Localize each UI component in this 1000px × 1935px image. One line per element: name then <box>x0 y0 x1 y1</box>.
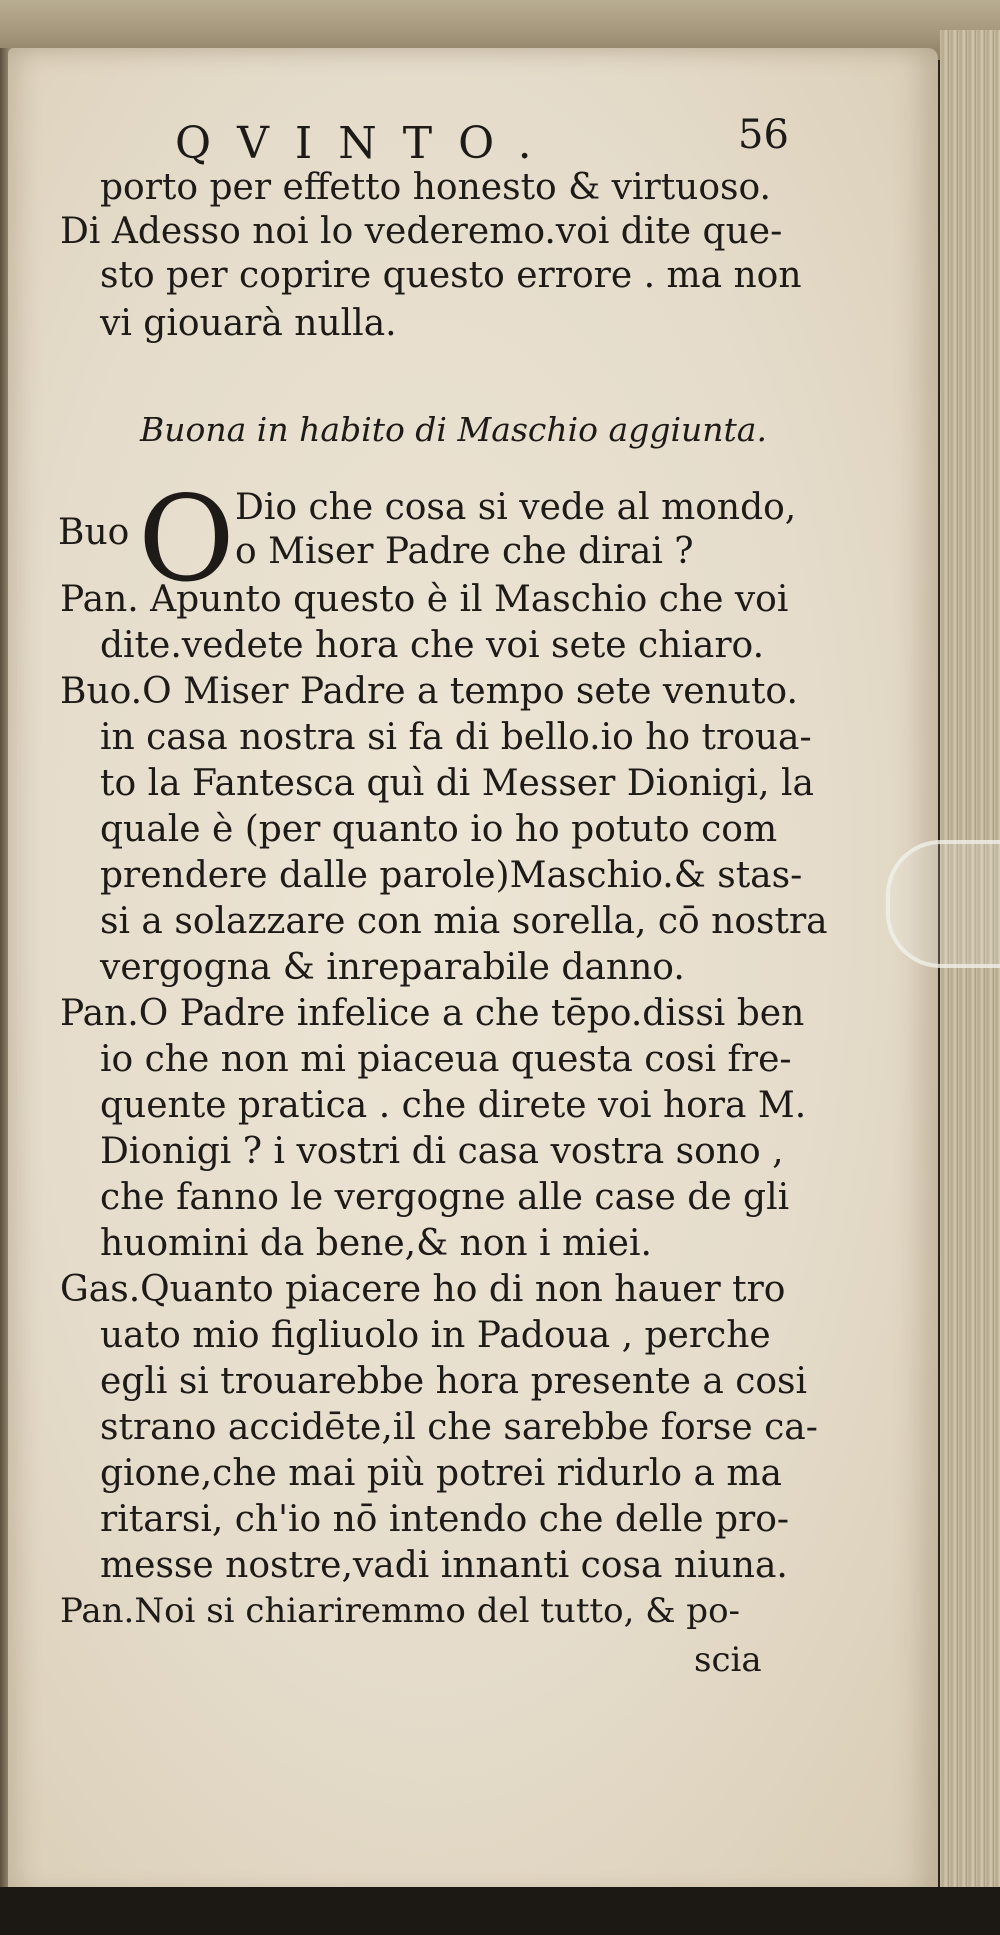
text-line: quale è (per quanto io ho potuto com <box>100 809 778 850</box>
text-line: Buo.O Miser Padre a tempo sete venuto. <box>60 671 798 712</box>
running-head: QVINTO. <box>175 118 558 169</box>
text-line: che fanno le vergogne alle case de gli <box>100 1177 790 1218</box>
text-line: strano accidēte,il che sarebbe forse ca- <box>100 1407 818 1448</box>
drop-cap: O <box>138 470 235 608</box>
text-line: to la Fantesca quì di Messer Dionigi, la <box>100 763 814 804</box>
text-line: Pan. Apunto questo è il Maschio che voi <box>60 579 789 620</box>
catchword: scia <box>694 1640 762 1680</box>
text-line: gione,che mai più potrei ridurlo a ma <box>100 1453 782 1494</box>
book-bottom-shadow <box>0 1887 1000 1935</box>
text-line: vergogna & inreparabile danno. <box>100 947 685 988</box>
text-line: messe nostre,vadi innanti cosa niuna. <box>100 1545 788 1586</box>
text-line: dite.vedete hora che voi sete chiaro. <box>100 625 765 666</box>
text-line: in casa nostra si fa di bello.io ho troua- <box>100 717 812 758</box>
text-line: uato mio figliuolo in Padoua , perche <box>100 1315 771 1356</box>
page-clip <box>886 840 1000 968</box>
folio-number: 56 <box>738 112 789 158</box>
text-line: Gas.Quanto piacere ho di non hauer tro <box>60 1269 786 1310</box>
text-line: si a solazzare con mia sorella, cō nostra <box>100 901 828 942</box>
text-line: Pan.O Padre infelice a che tēpo.dissi ben <box>60 993 805 1034</box>
text-line: quente pratica . che direte voi hora M. <box>100 1085 807 1126</box>
text-line: io che non mi piaceua questa cosi fre- <box>100 1039 792 1080</box>
text-line: huomini da bene,& non i miei. <box>100 1223 652 1264</box>
speaker-label: Buo <box>58 512 130 553</box>
text-line: Di Adesso noi lo vederemo.voi dite que- <box>60 211 783 252</box>
text-line: Pan.Noi si chiariremmo del tutto, & po- <box>60 1591 741 1631</box>
text-line: sto per coprire questo errore . ma non <box>100 255 802 296</box>
text-line: prendere dalle parole)Maschio.& stas- <box>100 855 803 896</box>
text-line: o Miser Padre che dirai ? <box>235 531 694 572</box>
text-line: Dio che cosa si vede al mondo, <box>235 487 797 528</box>
text-line: porto per effetto honesto & virtuoso. <box>100 167 771 208</box>
stage-direction: Buona in habito di Maschio aggiunta. <box>140 410 767 449</box>
text-line: Dionigi ? i vostri di casa vostra sono , <box>100 1131 784 1172</box>
text-line: egli si trouarebbe hora presente a cosi <box>100 1361 808 1402</box>
text-line: vi giouarà nulla. <box>100 303 397 344</box>
text-line: ritarsi, ch'io nō intendo che delle pro- <box>100 1499 790 1540</box>
